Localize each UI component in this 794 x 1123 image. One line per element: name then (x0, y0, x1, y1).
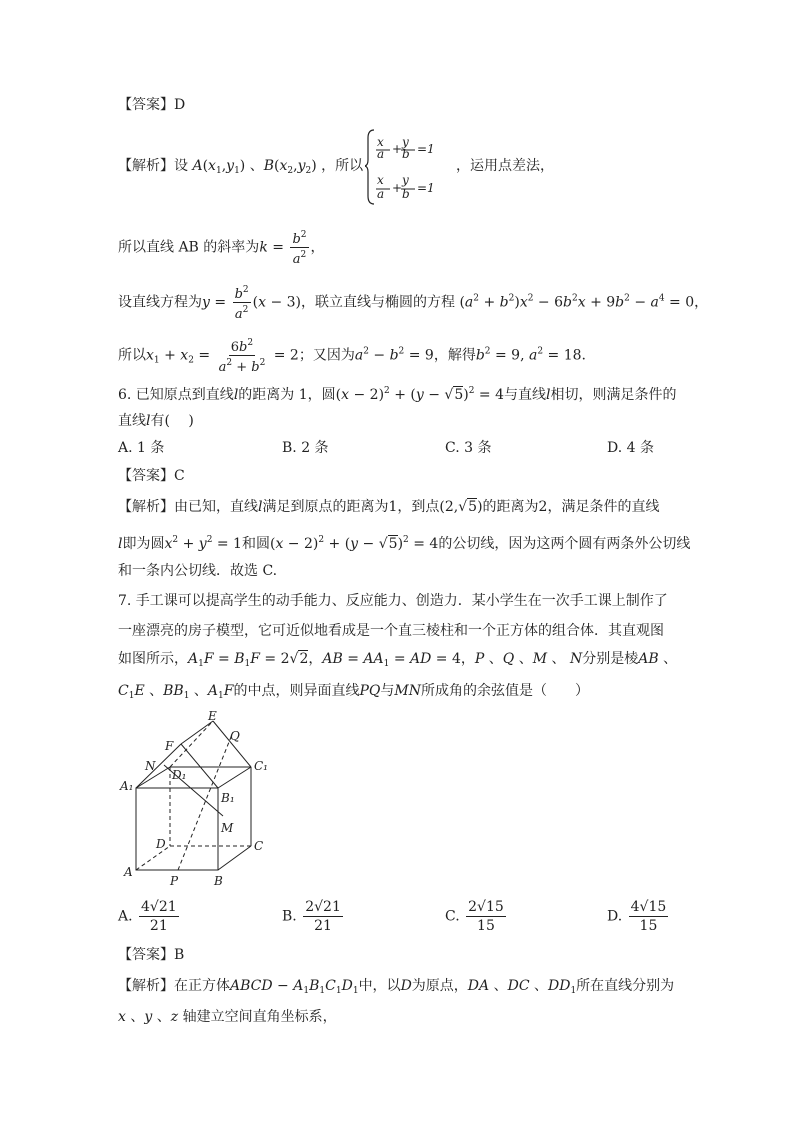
q5-point-diff: ，运用点差法， (456, 158, 554, 174)
q6-stem-line1: 6. 已知原点到直线l的距离为 1，圆$(x - 2)^2 + (y - √5)^2 = 4$与直线l相切，则满足条件的 (118, 386, 677, 403)
q7-stem-line2: 一座漂亮的房子模型，它可近似地看成是一个直三棱柱和一个正方体的组合体．其直观图 (118, 623, 664, 639)
svg-text:x: x (377, 173, 384, 187)
svg-text:y: y (402, 173, 409, 187)
svg-text:D: D (156, 837, 166, 851)
q5-answer: 【答案】D (118, 97, 186, 113)
q6-answer: 【答案】C (118, 468, 185, 484)
svg-text:P: P (170, 874, 179, 888)
q7-stem-line1: 7. 手工课可以提高学生的动手能力、反应能力、创造力．某小学生在一次手工课上制作了 (118, 593, 668, 609)
svg-text:+: + (392, 142, 403, 156)
q6-option-d: D. 4 条 (607, 440, 654, 456)
q6-option-a: A. 1 条 (118, 440, 165, 456)
house-model-figure (118, 710, 278, 890)
svg-text:B: B (214, 874, 223, 888)
q6-option-c: C. 3 条 (445, 440, 492, 456)
svg-text:Q: Q (230, 729, 240, 743)
q5-slope: 所以直线 AB 的斜率为k = $\frac{b^2}{a^2}$ ， (118, 230, 325, 267)
q7-option-a: A. $\frac{4√21}{21}$ (118, 899, 177, 934)
svg-text:B₁: B₁ (221, 791, 235, 805)
svg-text:+: + (392, 181, 403, 195)
svg-text:D₁: D₁ (172, 768, 187, 782)
svg-text:x: x (377, 135, 384, 149)
svg-text:b: b (402, 147, 410, 161)
q5-sum: 所以$x_1 + x_2$ = $\frac{6b^2}{a^2 + b^2}$ = 2；又因为$a^2 - b^2 = 9$，解得$b^2 = 9$, $a^2 = 18$. (118, 338, 586, 375)
q7-stem-line3: 如图所示，$A_1F = B_1F = 2√2$，AB = $AA_1$ = AD = 4，P 、Q 、M 、 N分别是棱AB 、 (118, 651, 678, 669)
svg-text:=1: =1 (417, 142, 435, 156)
q7-analysis-line2: x 、y 、z 轴建立空间直角坐标系， (118, 1009, 337, 1025)
q7-analysis-line1: 【解析】在正方体ABCD − $A_1B_1C_1D_1$中，以D为原点，DA 、DC 、$DD_1$所在直线分别为 (118, 978, 675, 996)
svg-text:a: a (377, 147, 385, 161)
svg-text:C₁: C₁ (254, 759, 268, 773)
q7-answer: 【答案】B (118, 947, 185, 963)
q6-analysis-line2: l即为圆$x^2 + y^2 = 1$和圆$(x - 2)^2 + (y - √5)^2 = 4$的公切线，因为这两个圆有两条外公切线 (118, 535, 691, 552)
q7-option-c: C. $\frac{2√15}{15}$ (445, 899, 504, 934)
q7-stem-line4: $C_1E$ 、$BB_1$ 、$A_1F$的中点，则异面直线PQ与MN所成角的余弦值是（ ） (118, 683, 589, 701)
equation-system (365, 126, 455, 206)
q5-line-equation: 设直线方程为y = $\frac{b^2}{a^2}$ (x − 3)，联立直线与椭圆的方程 $(a^2 + b^2)x^2 - 6b^2x + 9b^2 - a^4 = 0$， (118, 285, 709, 322)
svg-text:a: a (377, 187, 385, 201)
q6-analysis-line1: 【解析】由已知，直线l满足到原点的距离为1，到点(2,√5)的距离为2，满足条件的直线 (118, 499, 660, 515)
cube-front-face (136, 788, 218, 870)
q7-option-d: D. $\frac{4√15}{15}$ (607, 899, 667, 934)
svg-text:y: y (402, 135, 409, 149)
svg-text:E: E (208, 710, 217, 723)
svg-text:M: M (221, 821, 234, 835)
q6-stem-line2: 直线l有( ) (118, 413, 194, 429)
svg-text:=1: =1 (417, 181, 435, 195)
svg-text:b: b (402, 187, 410, 201)
analysis-tag: 【解析】 (118, 158, 174, 174)
q6-option-b: B. 2 条 (282, 440, 329, 456)
q5-analysis-line1: 【解析】设 $A(x_1,y_1)$ 、$B(x_2,y_2)$ ，所以 (118, 158, 364, 176)
text: 设 (174, 158, 188, 174)
q7-option-b: B. $\frac{2√21}{21}$ (282, 899, 341, 934)
svg-text:C: C (254, 839, 264, 853)
svg-text:N: N (145, 759, 156, 773)
q6-analysis-line3: 和一条内公切线．故选 C. (118, 563, 278, 579)
svg-text:A: A (124, 865, 133, 879)
svg-text:F: F (165, 739, 174, 753)
svg-text:A₁: A₁ (120, 779, 134, 793)
